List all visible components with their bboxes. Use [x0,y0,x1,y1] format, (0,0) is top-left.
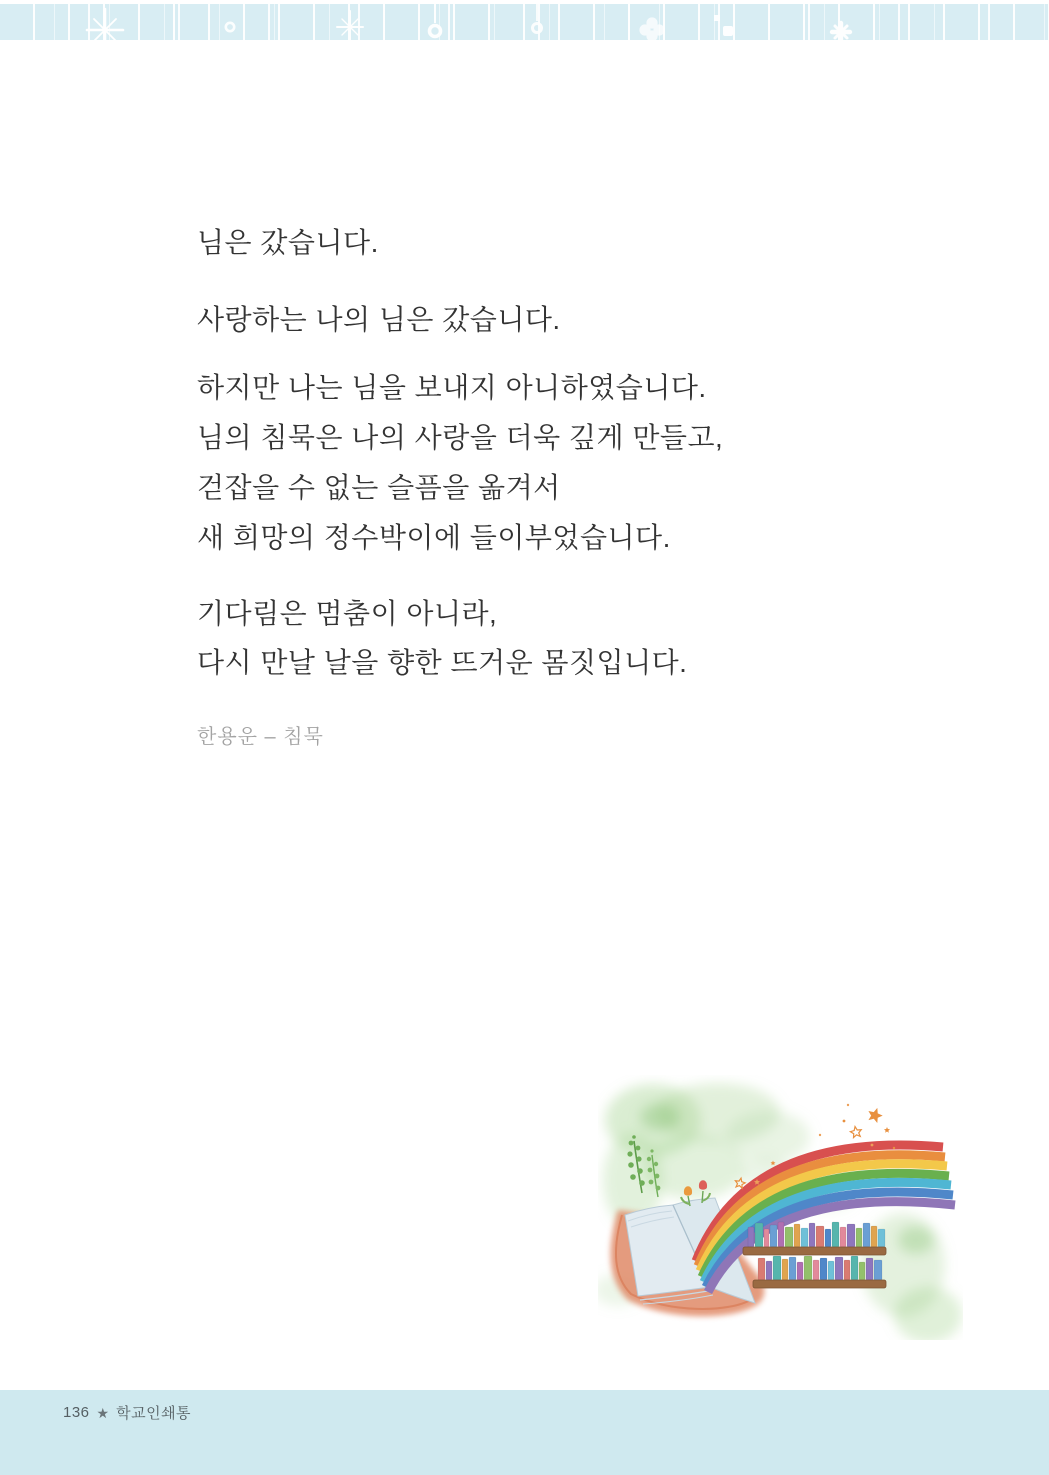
square-icon [723,26,733,36]
poem-stanza [197,589,687,687]
poem-line: 새 희망의 정수박이에 들이부었습니다. [197,522,671,553]
footer-site-label: 학교인쇄통 [116,1405,192,1422]
poem-stanza [197,295,561,345]
poem-stanza [197,218,379,268]
square-icon [714,15,720,21]
poem-line: 하지만 나는 님을 보내지 아니하였습니다. [197,372,707,403]
poem-line: 걷잡을 수 없는 슬픔을 옮겨서 [197,472,561,503]
sparkle-icon [87,9,123,51]
ring-icon [430,4,441,37]
footer-band [0,1390,1049,1475]
poem-attribution: 한용운 – 침묵 [197,726,324,748]
snowflake-icon [832,23,850,41]
illustration [598,1075,963,1340]
clover-icon [639,17,664,41]
ring-icon [226,23,234,31]
ring-icon [533,4,542,33]
poem-line: 님은 갔습니다. [197,227,379,258]
poem-line: 다시 만날 날을 향한 뜨거운 몸짓입니다. [197,647,688,678]
poem-line: 님의 침묵은 나의 사랑을 더욱 깊게 만들고, [197,422,724,453]
star-icon: ★ [96,1404,110,1421]
header-decorations [0,4,1049,56]
poem-stanza [197,363,723,563]
header-band [0,4,1049,40]
poem-line: 기다림은 멈춤이 아니라, [197,598,498,629]
footer [63,1402,191,1423]
bookshelf-illustration [743,1222,886,1288]
sparkle-icon [337,11,363,43]
poem-line: 사랑하는 나의 님은 갔습니다. [197,304,561,335]
page-number: 136 [63,1404,90,1421]
